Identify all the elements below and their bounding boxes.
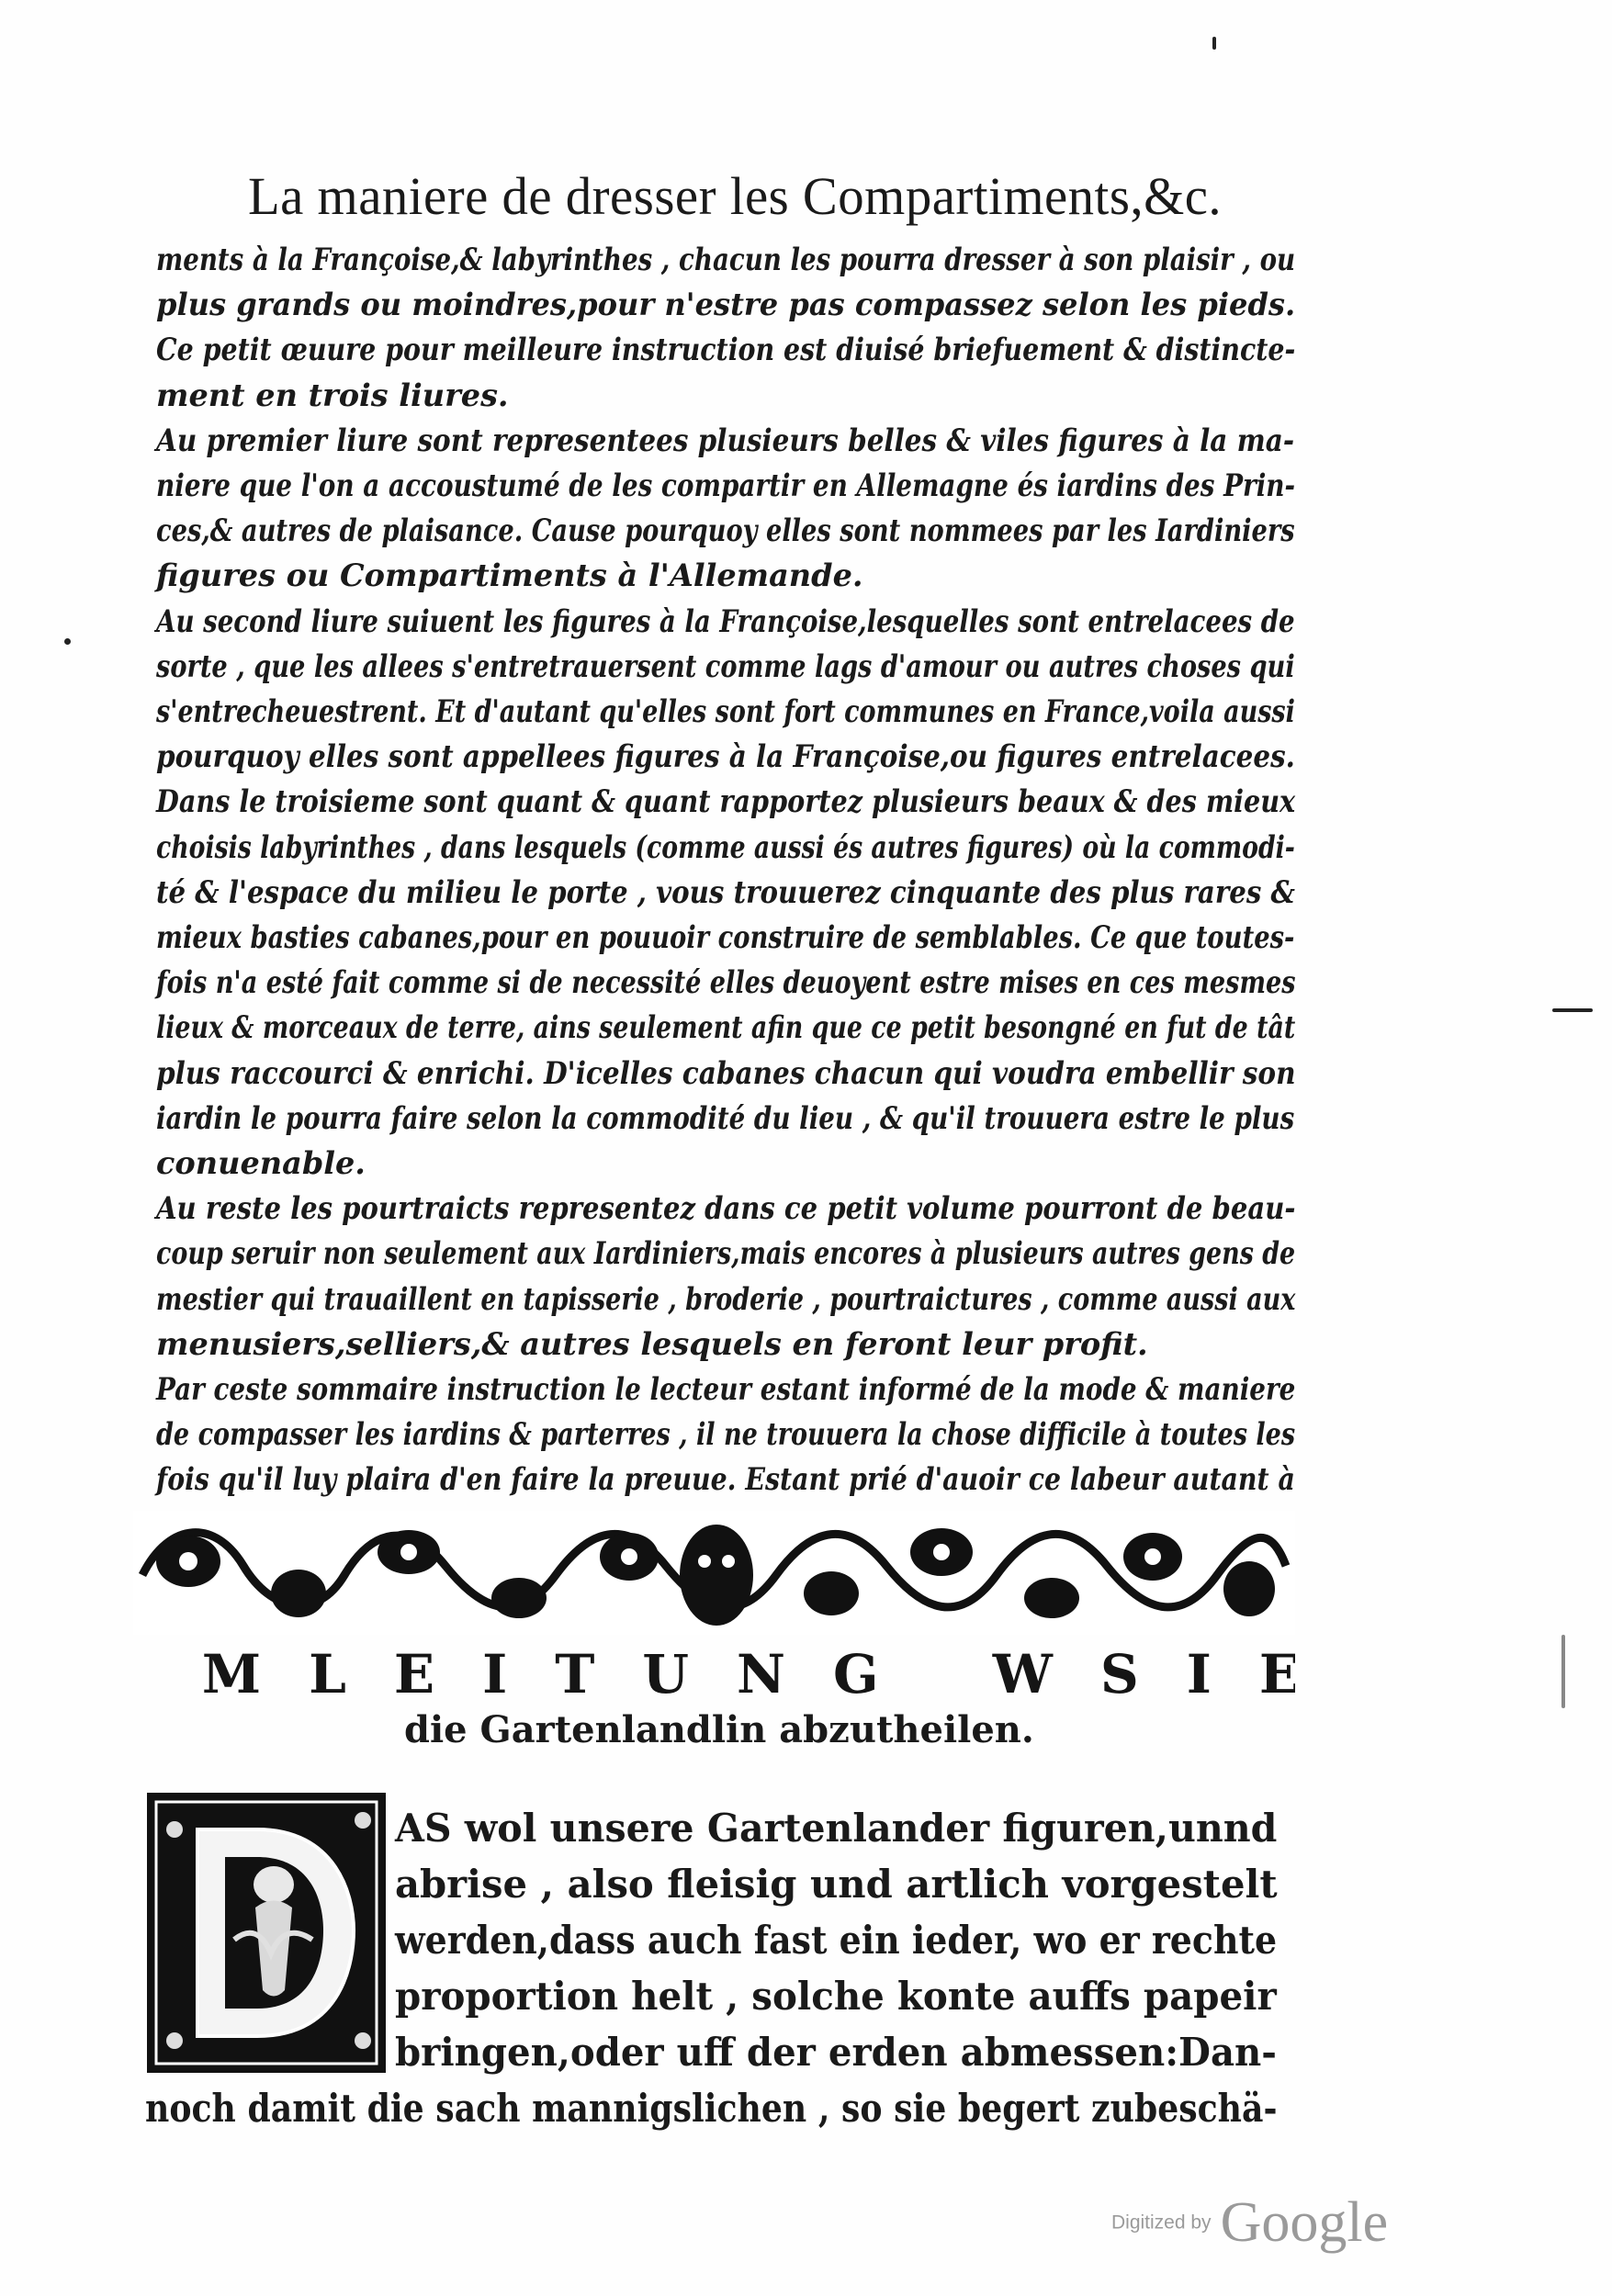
french-text-line: Au premier liure sont representees plusieurs belles & viles figures à la ma- xyxy=(156,422,1295,458)
german-subheading: die Gartenlandlin abzutheilen. xyxy=(404,1708,1034,1751)
german-heading-letters xyxy=(165,1639,1295,1708)
french-text-line: s'entrecheuestrent. Et d'autant qu'elles sont fort communes en France,voila aussi xyxy=(156,693,1295,730)
german-text-line: bringen,oder uff der erden abmessen:Dan- xyxy=(395,2030,1277,2075)
french-text-line: ments à la Françoise,& labyrinthes , chacun les pourra dresser à son plaisir , ou xyxy=(156,242,1296,277)
french-text-line: sorte , que les allees s'entretrauersent comme lags d'amour ou autres choses qui xyxy=(156,647,1295,684)
french-text-line: figures ou Compartiments à l'Allemande. xyxy=(156,557,863,594)
ornamental-initial-letter-icon xyxy=(147,1793,386,2073)
french-text-line: Ce petit œuure pour meilleure instruction est diuisé briefuement & distincte- xyxy=(156,332,1296,368)
french-text-line: té & l'espace du milieu le porte , vous trouuerez cinquante des plus rares & xyxy=(156,873,1295,910)
french-text-line: conuenable. xyxy=(156,1145,366,1182)
french-text-line: de compasser les iardins & parterres , il ne trouuera la chose difficile à toutes les xyxy=(156,1416,1296,1453)
running-title: La maniere de dresser les Compartiments,&c. xyxy=(248,166,1223,226)
french-text-line: menusiers,selliers,& autres lesquels en feront leur profit. xyxy=(156,1325,1148,1362)
french-text-line: ment en trois liures. xyxy=(156,377,509,413)
german-text-line: proportion helt , solche konte auffs papeir xyxy=(395,1974,1277,2019)
french-text-line: Au reste les pourtraicts representez dans ce petit volume pourront de beau- xyxy=(156,1190,1296,1227)
german-body-text xyxy=(145,1800,1278,2136)
foliate-border-ornament-icon xyxy=(133,1511,1295,1635)
french-text-line: mestier qui trauaillent en tapisserie , broderie , pourtraictures , comme aussi aux xyxy=(156,1280,1296,1317)
ink-mark xyxy=(1212,37,1216,50)
german-text-line: AS wol unsere Gartenlander figuren,unnd xyxy=(395,1806,1278,1851)
german-text-line: werden,dass auch fast ein ieder, wo er rechte xyxy=(395,1918,1278,1963)
french-text-line: iardin le pourra faire selon la commodité du lieu , & qu'il trouuera estre le plus xyxy=(156,1099,1295,1136)
french-text-line: Par ceste sommaire instruction le lecteur estant informé de la mode & maniere xyxy=(156,1371,1296,1408)
french-text-line: pourquoy elles sont appellees figures à la Françoise,ou figures entrelacees. xyxy=(156,738,1295,775)
french-text-line: ces,& autres de plaisance. Cause pourquoy elles sont nommees par les Iardiniers xyxy=(156,512,1295,549)
french-text-line: niere que l'on a accoustumé de les compartir en Allemagne és iardins des Prin- xyxy=(156,467,1296,504)
ink-speck xyxy=(64,638,71,645)
french-text-line: coup seruir non seulement aux Iardiniers,mais encores à plusieurs autres gens de xyxy=(156,1235,1296,1272)
french-text-line: choisis labyrinthes , dans lesquels (comme aussi és autres figures) où la commodi- xyxy=(156,828,1295,865)
french-text-line: plus grands ou moindres,pour n'estre pas compassez selon les pieds. xyxy=(156,287,1296,323)
french-body-text xyxy=(156,237,1295,1548)
ink-mark xyxy=(1561,1635,1565,1708)
french-text-line: plus raccourci & enrichi. D'icelles cabanes chacun qui voudra embellir son xyxy=(156,1054,1296,1091)
german-text-line: noch damit die sach mannigslichen , so sie begert zubeschä- xyxy=(145,2086,1278,2131)
ink-mark xyxy=(1552,1008,1593,1012)
french-text-line: Dans le troisieme sont quant & quant rapportez plusieurs beaux & des mieux xyxy=(156,783,1296,820)
watermark-brand: Google xyxy=(1220,2191,1389,2254)
french-text-line: mieux basties cabanes,pour en pouuoir construire de semblables. Ce que toutes- xyxy=(156,919,1295,956)
french-text-line: lieux & morceaux de terre, ains seulement afin que ce petit besongné en fut de tât xyxy=(156,1009,1296,1046)
french-text-line: fois qu'il luy plaira d'en faire la preuue. Estant prié d'auoir ce labeur autant à xyxy=(156,1461,1295,1498)
german-heading-text: AMLEITUNG WSIE xyxy=(165,1643,1295,1705)
digitization-watermark xyxy=(1111,2190,1388,2256)
french-text-line: fois n'a esté fait comme si de necessité elles deuoyent estre mises en ces mesmes xyxy=(156,964,1296,1001)
watermark-prefix: Digitized by xyxy=(1111,2212,1212,2234)
german-text-line: abrise , also fleisig und artlich vorgestelt xyxy=(395,1862,1278,1907)
french-text-line: Au second liure suiuent les figures à la Françoise,lesquelles sont entrelacees de xyxy=(156,602,1295,639)
